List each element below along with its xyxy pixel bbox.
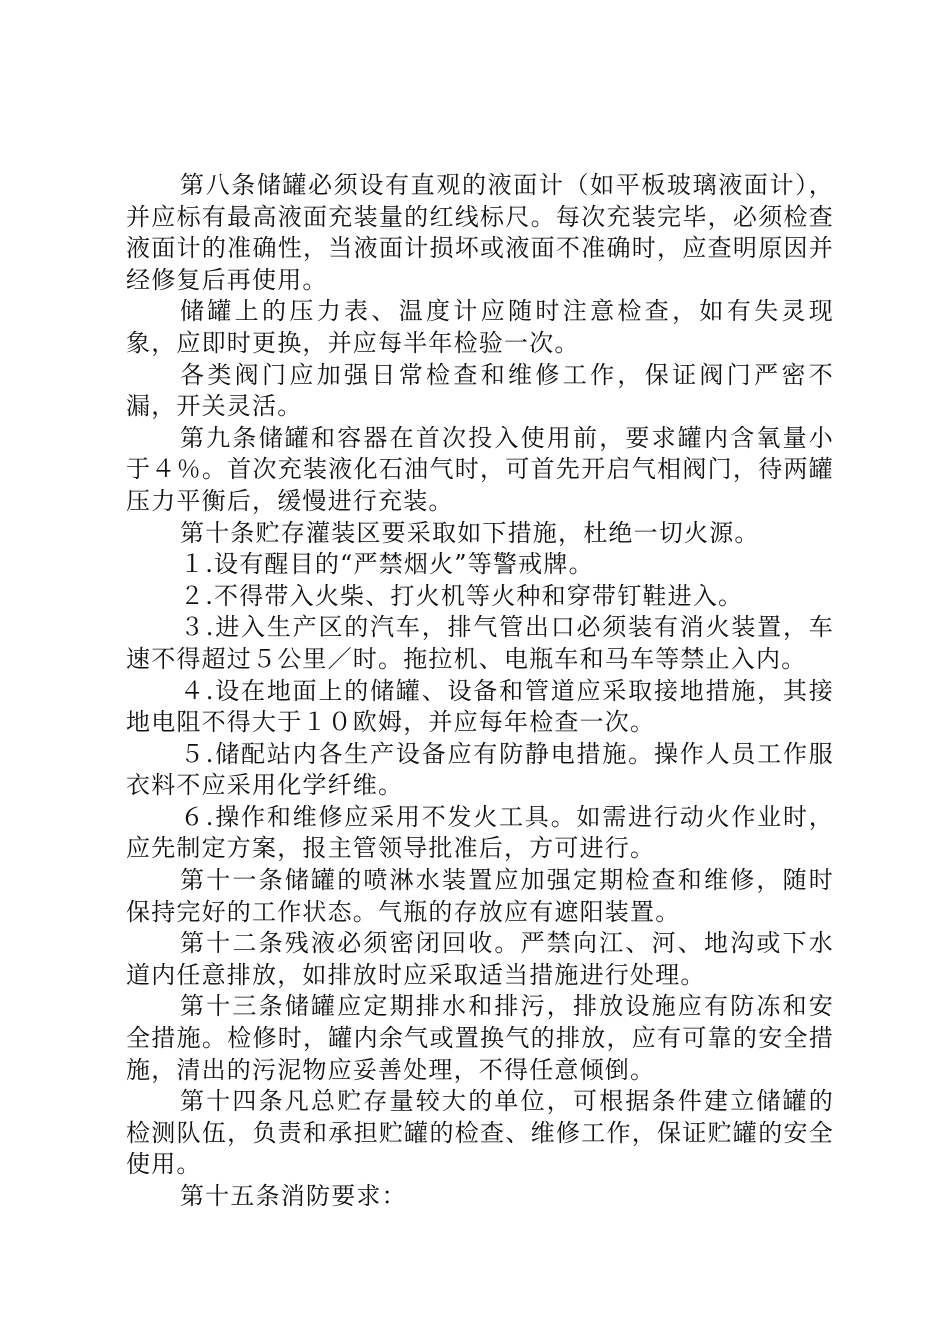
paragraph-article-8: 第八条储罐必须设有直观的液面计（如平板玻璃液面计），并应标有最高液面充装量的红线标尺。每次充装完毕，必须检查液面计的准确性，当液面计损坏或液面不准确时，应查明原因并经修复后再使用。 <box>126 171 834 294</box>
paragraph-valves: 各类阀门应加强日常检查和维修工作，保证阀门严密不漏，开关灵活。 <box>126 360 834 421</box>
paragraph-pressure-gauge: 储罐上的压力表、温度计应随时注意检查，如有失灵现象，应即时更换，并应每半年检验一次。 <box>126 297 834 357</box>
paragraph-article-14: 第十四条凡总贮存量较大的单位，可根据条件建立储罐的检测队伍，负责和承担贮罐的检查、维修工作，保证贮罐的安全使用。 <box>126 1087 834 1179</box>
paragraph-item-1: １.设有醒目的“严禁烟火”等警戒牌。 <box>180 550 594 579</box>
paragraph-item-2: ２.不得带入火柴、打火机等火种和穿带钉鞋进入。 <box>180 581 744 610</box>
paragraph-item-4: ４.设在地面上的储罐、设备和管道应采取接地措施，其接地电阻不得大于１０欧姆，并应每年检查一次。 <box>126 676 834 737</box>
paragraph-item-3: ３.进入生产区的汽车，排气管出口必须装有消火装置，车速不得超过５公里／时。拖拉机、电瓶车和马车等禁止入内。 <box>126 613 834 673</box>
paragraph-item-5: ５.储配站内各生产设备应有防静电措施。操作人员工作服衣料不应采用化学纤维。 <box>126 739 834 800</box>
paragraph-article-15: 第十五条消防要求： <box>180 1182 407 1210</box>
paragraph-article-10: 第十条贮存灌装区要采取如下措施，杜绝一切火源。 <box>180 518 760 547</box>
paragraph-article-9: 第九条储罐和容器在首次投入使用前，要求罐内含氧量小于４％。首次充装液化石油气时，可首先开启气相阀门，待两罐压力平衡后，缓慢进行充装。 <box>126 423 834 515</box>
document-body <box>126 170 834 1213</box>
paragraph-article-12: 第十二条残液必须密闭回收。严禁向江、河、地沟或下水道内任意排放，如排放时应采取适当措施进行处理。 <box>126 929 834 989</box>
paragraph-article-11: 第十一条储罐的喷淋水装置应加强定期检查和维修，随时保持完好的工作状态。气瓶的存放应有遮阳装置。 <box>126 866 834 926</box>
paragraph-article-13: 第十三条储罐应定期排水和排污，排放设施应有防冻和安全措施。检修时，罐内余气或置换气的排放，应有可靠的安全措施，清出的污泥物应妥善处理，不得任意倾倒。 <box>126 992 834 1084</box>
paragraph-item-6: ６.操作和维修应采用不发火工具。如需进行动火作业时，应先制定方案，报主管领导批准后，方可进行。 <box>126 802 834 863</box>
